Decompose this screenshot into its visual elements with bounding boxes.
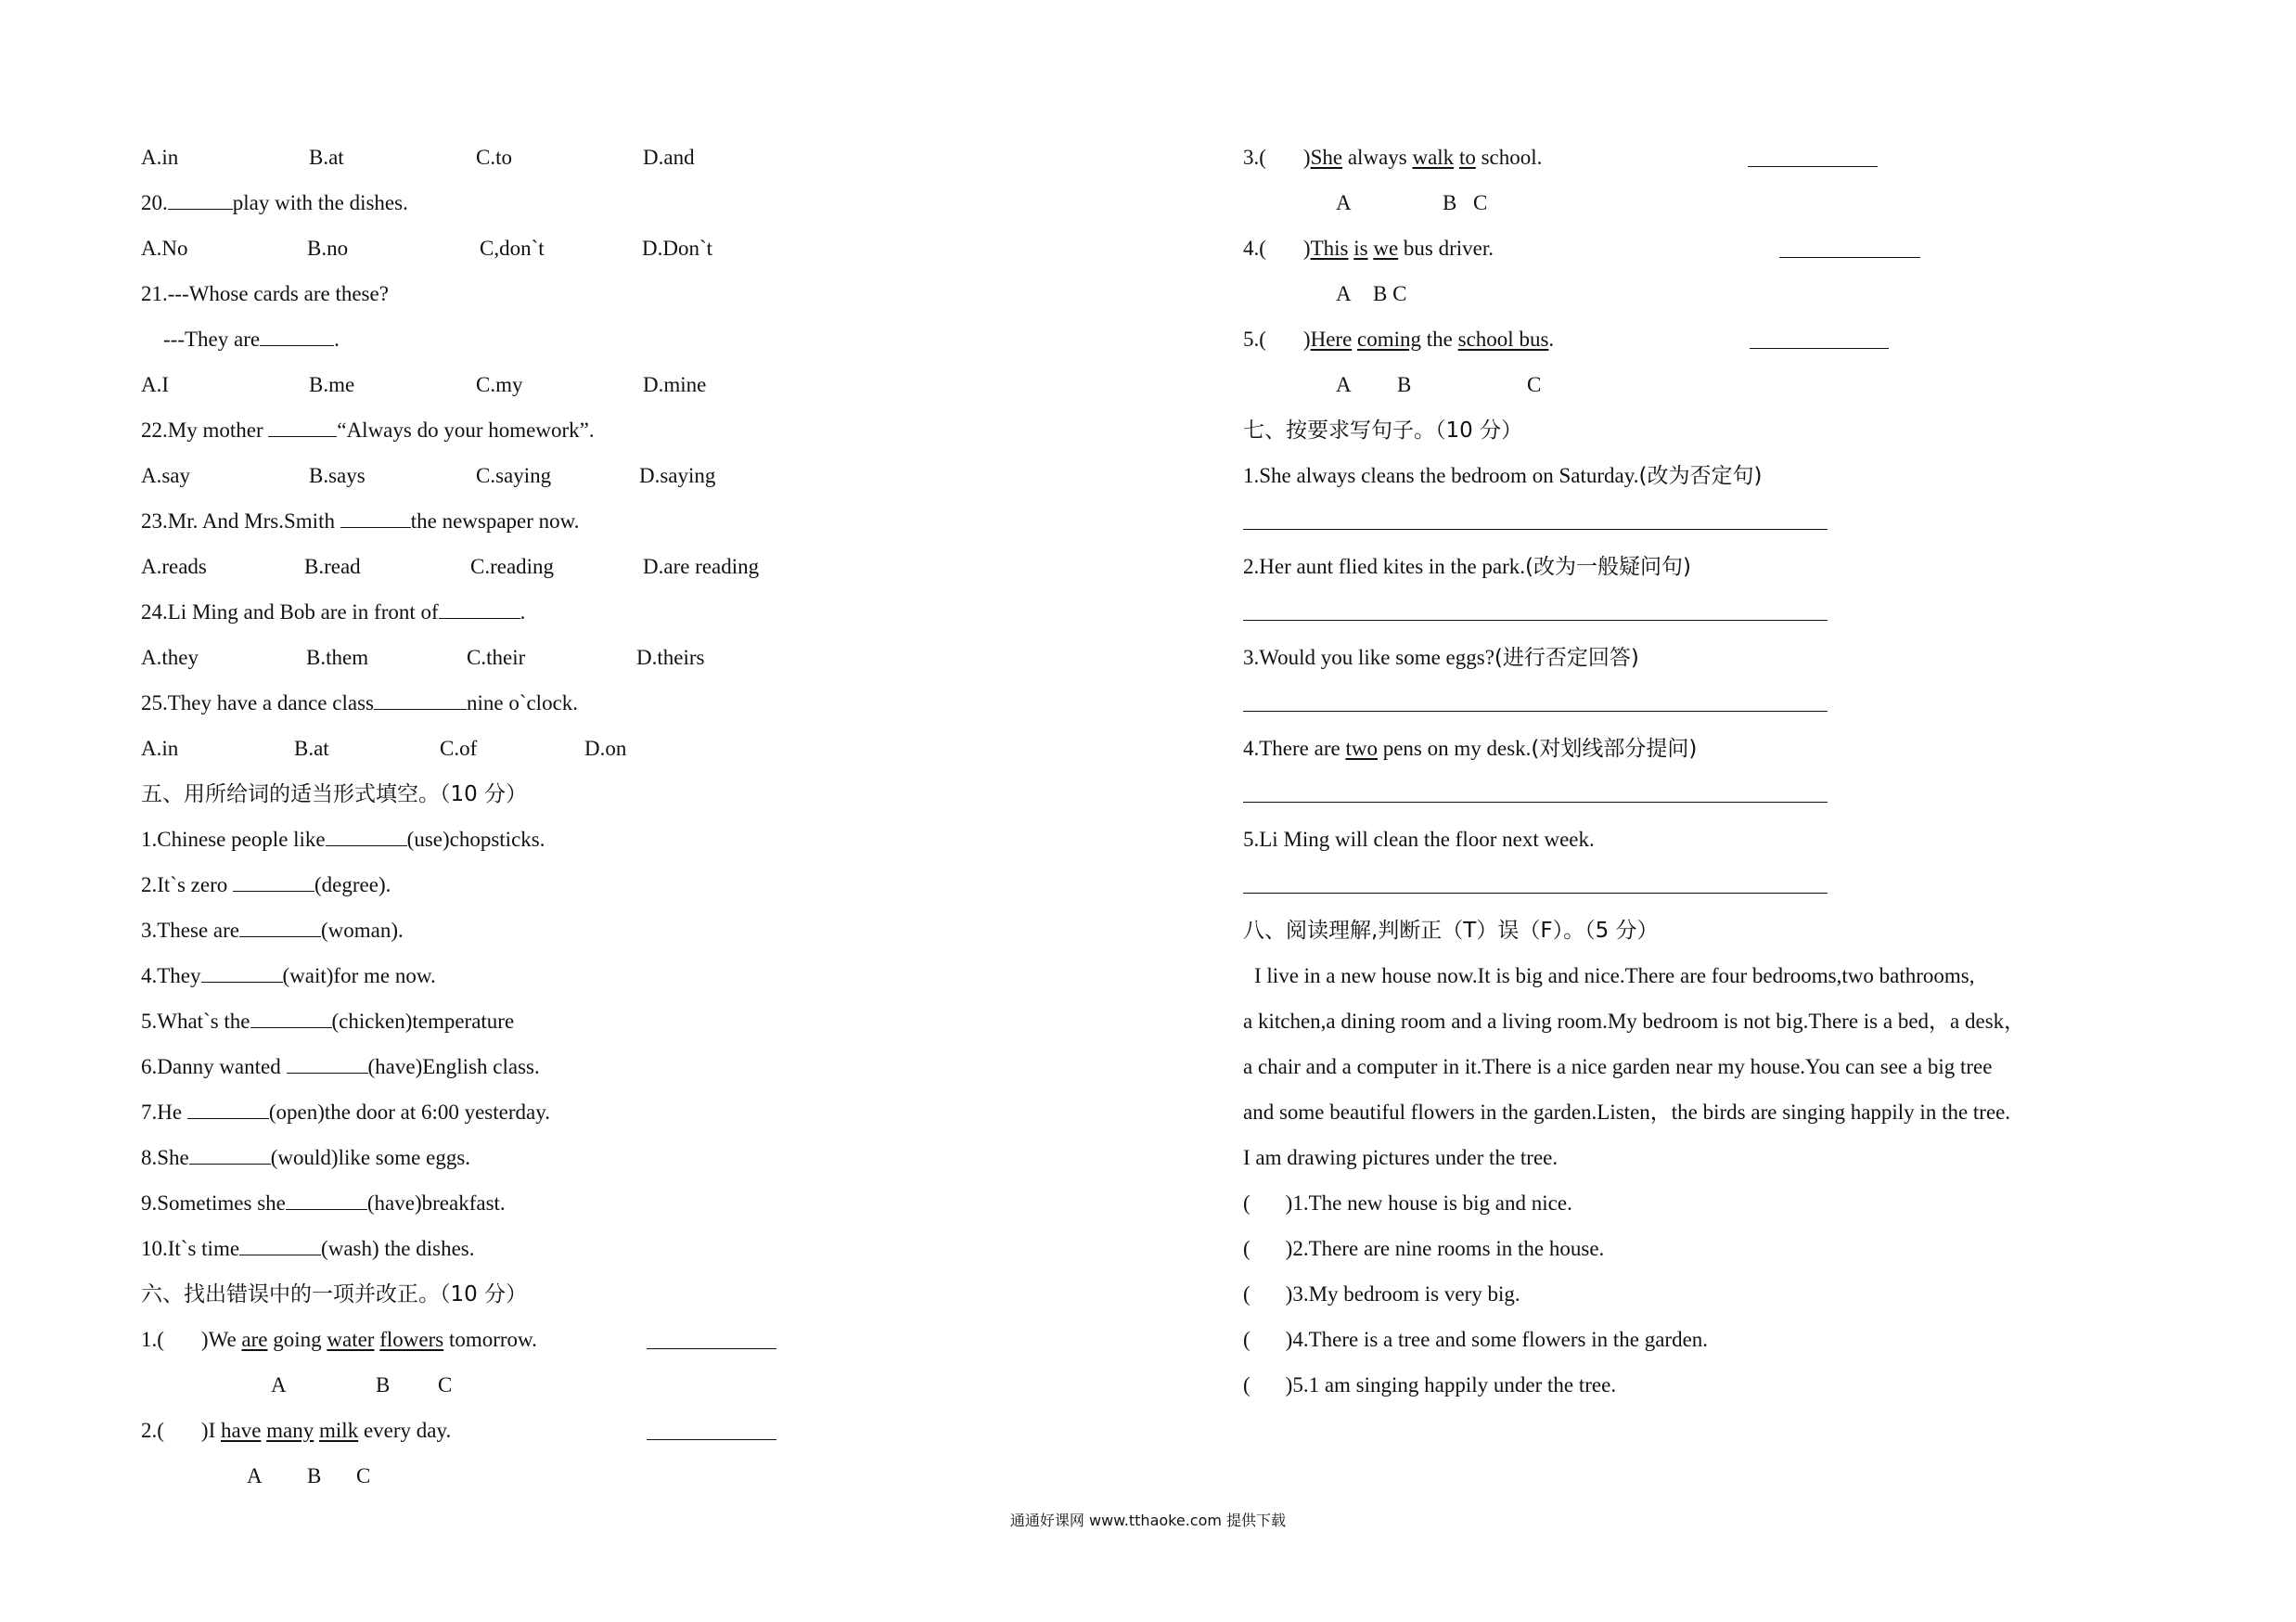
answer-blank[interactable] xyxy=(250,1009,332,1028)
option-a: A.say xyxy=(141,464,191,487)
question-text: always xyxy=(1342,146,1413,169)
item-text: 10.It`s time xyxy=(141,1237,240,1260)
question-text: the newspaper now. xyxy=(410,509,580,533)
s7-item-5 xyxy=(1243,826,1595,854)
option-b: B.me xyxy=(309,373,355,396)
write-line[interactable] xyxy=(1243,711,1828,712)
letter-a: A xyxy=(271,1373,287,1397)
answer-blank[interactable] xyxy=(201,963,283,983)
question-number: 4.( xyxy=(1243,237,1266,260)
paren-open: ( xyxy=(1243,1373,1251,1397)
letter-b: B xyxy=(1443,191,1457,214)
option-c: C.reading xyxy=(470,555,555,578)
option-c: C.to xyxy=(476,146,512,169)
section-5-title: 五、用所给词的适当形式填空。（10 分） xyxy=(141,782,528,806)
tf-item-2 xyxy=(1243,1235,1604,1263)
item-text: )5.1 am singing happily under the tree. xyxy=(1285,1373,1617,1397)
s5-item-7 xyxy=(141,1099,550,1126)
option-d: D.Don`t xyxy=(642,237,713,260)
question-24 xyxy=(141,599,525,626)
passage-line-4: and some beautiful flowers in the garden.Listen，the birds are singing happily in the tree. xyxy=(1243,1101,2011,1124)
tf-item-1 xyxy=(1243,1190,1572,1217)
question-text: every day. xyxy=(358,1419,452,1442)
item-text: 9.Sometimes she xyxy=(141,1191,286,1215)
question-text: )I xyxy=(200,1419,221,1442)
s5-item-4 xyxy=(141,962,436,990)
underlined-word-a: This xyxy=(1310,237,1349,260)
item-text: 3.Would you like some eggs? xyxy=(1243,646,1494,669)
answer-blank[interactable] xyxy=(326,827,407,846)
letter-b: B xyxy=(307,1464,322,1487)
item-text: (woman). xyxy=(321,919,404,942)
write-line[interactable] xyxy=(1243,529,1828,530)
answer-blank[interactable] xyxy=(287,1054,368,1074)
question-text: . xyxy=(519,600,526,624)
s5-item-6 xyxy=(141,1053,540,1081)
underlined-word-a: have xyxy=(221,1419,262,1442)
item-text: 5.What`s the xyxy=(141,1010,250,1033)
item-instruction: (进行否定回答) xyxy=(1494,646,1639,670)
item-text: (have)English class. xyxy=(367,1055,540,1078)
option-b: B.says xyxy=(309,464,366,487)
question-text: ---They are xyxy=(163,328,261,351)
page-footer: 通通好课网 www.tthaoke.com 提供下载 xyxy=(1009,1512,1287,1529)
item-text: (degree). xyxy=(314,873,391,896)
s5-item-1 xyxy=(141,826,545,854)
s6-question-2 xyxy=(141,1417,451,1445)
paren-open: ( xyxy=(1243,1237,1251,1260)
s7-item-3 xyxy=(1243,644,1639,672)
tf-item-5 xyxy=(1243,1371,1616,1399)
item-text: 3.These are xyxy=(141,919,239,942)
question-text: 25.They have a dance class xyxy=(141,691,374,714)
item-text: 1.Chinese people like xyxy=(141,828,326,851)
question-21-line1: 21.---Whose cards are these? xyxy=(141,282,389,305)
option-d: D.theirs xyxy=(636,646,705,669)
tf-item-3 xyxy=(1243,1281,1520,1308)
letter-c: C xyxy=(438,1373,453,1397)
answer-blank[interactable] xyxy=(268,418,337,437)
s5-item-2 xyxy=(141,871,391,899)
question-text: 24.Li Ming and Bob are in front of xyxy=(141,600,439,624)
paren-open: ( xyxy=(1243,1191,1251,1215)
item-text: pens on my desk. xyxy=(1377,737,1532,760)
tf-item-4 xyxy=(1243,1326,1708,1354)
question-text: “Always do your homework”. xyxy=(337,418,595,442)
question-text: bus driver. xyxy=(1398,237,1494,260)
s6-question-4 xyxy=(1243,235,1494,263)
question-number: 2.( xyxy=(141,1419,164,1442)
option-d: D.and xyxy=(643,146,695,169)
letter-a: A xyxy=(1336,282,1352,305)
option-c: C.of xyxy=(440,737,478,760)
passage-line-5: I am drawing pictures under the tree. xyxy=(1243,1146,1558,1169)
item-text: (chicken)temperature xyxy=(331,1010,515,1033)
item-text: 4.There are xyxy=(1243,737,1346,760)
option-b: B.them xyxy=(306,646,369,669)
item-text: )1.The new house is big and nice. xyxy=(1285,1191,1572,1215)
question-number: 20. xyxy=(141,191,168,214)
option-a: A.No xyxy=(141,237,188,260)
option-b: B.read xyxy=(304,555,361,578)
section-8-title: 八、阅读理解,判断正（T）误（F）。（5 分） xyxy=(1243,919,1659,943)
letter-c: C xyxy=(356,1464,371,1487)
letter-c: C xyxy=(1473,191,1488,214)
letter-a: A xyxy=(247,1464,263,1487)
item-text: (have)breakfast. xyxy=(366,1191,506,1215)
underlined-word-c: we xyxy=(1373,237,1399,260)
underlined-word-c: milk xyxy=(319,1419,359,1442)
item-instruction: (改为一般疑问句) xyxy=(1525,555,1691,579)
underlined-word-b: water xyxy=(327,1328,375,1351)
option-c: C.saying xyxy=(476,464,552,487)
answer-blank[interactable] xyxy=(286,1191,367,1210)
option-a: A.reads xyxy=(141,555,207,578)
item-text: )2.There are nine rooms in the house. xyxy=(1285,1237,1605,1260)
answer-blank[interactable] xyxy=(340,508,411,528)
s6-question-1 xyxy=(141,1326,537,1354)
paren-open: ( xyxy=(1243,1328,1251,1351)
item-text: 4.They xyxy=(141,964,201,987)
question-21-line2 xyxy=(163,326,340,354)
item-text: 1.She always cleans the bedroom on Saturday. xyxy=(1243,464,1639,487)
letter-b: B xyxy=(376,1373,391,1397)
underlined-word: two xyxy=(1345,737,1378,760)
option-b: B.at xyxy=(294,737,329,760)
option-d: D.are reading xyxy=(643,555,760,578)
question-text: going xyxy=(267,1328,327,1351)
s5-item-8 xyxy=(141,1144,470,1172)
s5-item-10 xyxy=(141,1235,474,1263)
answer-blank[interactable] xyxy=(233,872,314,892)
option-a: A.they xyxy=(141,646,199,669)
underlined-word-a: Here xyxy=(1310,328,1353,351)
question-number: 1.( xyxy=(141,1328,164,1351)
option-d: D.mine xyxy=(643,373,707,396)
s5-item-5 xyxy=(141,1008,514,1036)
underlined-word-c: school bus xyxy=(1457,328,1549,351)
section-6-title: 六、找出错误中的一项并改正。（10 分） xyxy=(141,1282,528,1307)
answer-blank[interactable] xyxy=(187,1100,269,1119)
s6-question-5 xyxy=(1243,326,1554,354)
s6-question-3 xyxy=(1243,144,1542,172)
question-text: school. xyxy=(1475,146,1543,169)
question-number: 5.( xyxy=(1243,328,1266,351)
letter-bc: B C xyxy=(1373,282,1407,305)
passage-line-3: a chair and a computer in it.There is a nice garden near my house.You can see a big tree xyxy=(1243,1055,1993,1078)
correction-line[interactable] xyxy=(1748,166,1878,167)
answer-blank[interactable] xyxy=(374,690,467,710)
answer-blank[interactable] xyxy=(189,1145,271,1165)
write-line[interactable] xyxy=(1243,620,1828,621)
item-text: 2.It`s zero xyxy=(141,873,233,896)
option-b: B.at xyxy=(309,146,344,169)
answer-blank[interactable] xyxy=(168,190,233,210)
question-text: )We xyxy=(200,1328,242,1351)
option-a: A.in xyxy=(141,146,179,169)
item-text: )3.My bedroom is very big. xyxy=(1285,1282,1520,1306)
paren-open: ( xyxy=(1243,1282,1251,1306)
item-text: 2.Her aunt flied kites in the park. xyxy=(1243,555,1526,578)
s7-item-2 xyxy=(1243,553,1691,581)
question-text: play with the dishes. xyxy=(232,191,408,214)
question-20 xyxy=(141,189,408,217)
question-25 xyxy=(141,689,578,717)
question-22 xyxy=(141,417,595,444)
underlined-word-b: coming xyxy=(1357,328,1422,351)
s5-item-9 xyxy=(141,1190,506,1217)
option-c: C,don`t xyxy=(480,237,545,260)
underlined-word-c: to xyxy=(1458,146,1476,169)
underlined-word-c: flowers xyxy=(379,1328,444,1351)
underlined-word-b: walk xyxy=(1412,146,1455,169)
item-instruction: (改为否定句) xyxy=(1638,464,1763,488)
item-text: 8.She xyxy=(141,1146,189,1169)
item-text: (would)like some eggs. xyxy=(270,1146,471,1169)
passage-line-2: a kitchen,a dining room and a living room.My bedroom is not big.There is a bed，a desk， xyxy=(1243,1010,2026,1033)
answer-blank[interactable] xyxy=(239,1236,321,1255)
item-text: (wash) the dishes. xyxy=(321,1237,475,1260)
item-instruction: (对划线部分提问) xyxy=(1531,737,1698,761)
underlined-word-b: many xyxy=(266,1419,314,1442)
letter-c: C xyxy=(1527,373,1542,396)
question-text: . xyxy=(1548,328,1555,351)
option-c: C.my xyxy=(476,373,523,396)
option-d: D.saying xyxy=(639,464,716,487)
question-text: the xyxy=(1421,328,1458,351)
s7-item-1 xyxy=(1243,462,1762,490)
option-c: C.their xyxy=(467,646,526,669)
letter-b: B xyxy=(1397,373,1412,396)
question-number: 3.( xyxy=(1243,146,1266,169)
question-text: tomorrow. xyxy=(443,1328,537,1351)
answer-blank[interactable] xyxy=(239,918,321,937)
question-text: . xyxy=(334,328,340,351)
answer-blank[interactable] xyxy=(260,327,334,346)
section-7-title: 七、按要求写句子。（10 分） xyxy=(1243,418,1523,443)
item-text: 6.Danny wanted xyxy=(141,1055,287,1078)
item-text: )4.There is a tree and some flowers in the garden. xyxy=(1285,1328,1709,1351)
s7-item-4 xyxy=(1243,735,1697,763)
option-a: A.in xyxy=(141,737,179,760)
item-text: (open)the door at 6:00 yesterday. xyxy=(268,1101,550,1124)
correction-line[interactable] xyxy=(1779,257,1920,258)
correction-line[interactable] xyxy=(647,1348,776,1349)
item-text: 7.He xyxy=(141,1101,187,1124)
question-text: ) xyxy=(1302,328,1311,351)
correction-line[interactable] xyxy=(1750,348,1889,349)
letter-a: A xyxy=(1336,191,1352,214)
question-text: 22.My mother xyxy=(141,418,269,442)
item-text: (wait)for me now. xyxy=(282,964,436,987)
question-text: ) xyxy=(1302,237,1311,260)
underlined-word-a: She xyxy=(1310,146,1343,169)
answer-blank[interactable] xyxy=(439,599,520,619)
question-text: nine o`clock. xyxy=(466,691,579,714)
s5-item-3 xyxy=(141,917,404,945)
item-text: 5.Li Ming will clean the floor next week. xyxy=(1243,828,1595,851)
option-d: D.on xyxy=(584,737,627,760)
passage-line-1: I live in a new house now.It is big and nice.There are four bedrooms,two bathrooms, xyxy=(1254,964,1975,987)
question-text: ) xyxy=(1302,146,1311,169)
question-23 xyxy=(141,508,580,535)
letter-a: A xyxy=(1336,373,1352,396)
write-line[interactable] xyxy=(1243,893,1828,894)
write-line[interactable] xyxy=(1243,802,1828,803)
question-text: 23.Mr. And Mrs.Smith xyxy=(141,509,340,533)
underlined-word-a: are xyxy=(241,1328,268,1351)
option-a: A.I xyxy=(141,373,170,396)
correction-line[interactable] xyxy=(647,1439,776,1440)
item-text: (use)chopsticks. xyxy=(406,828,545,851)
underlined-word-b: is xyxy=(1353,237,1368,260)
option-b: B.no xyxy=(307,237,349,260)
